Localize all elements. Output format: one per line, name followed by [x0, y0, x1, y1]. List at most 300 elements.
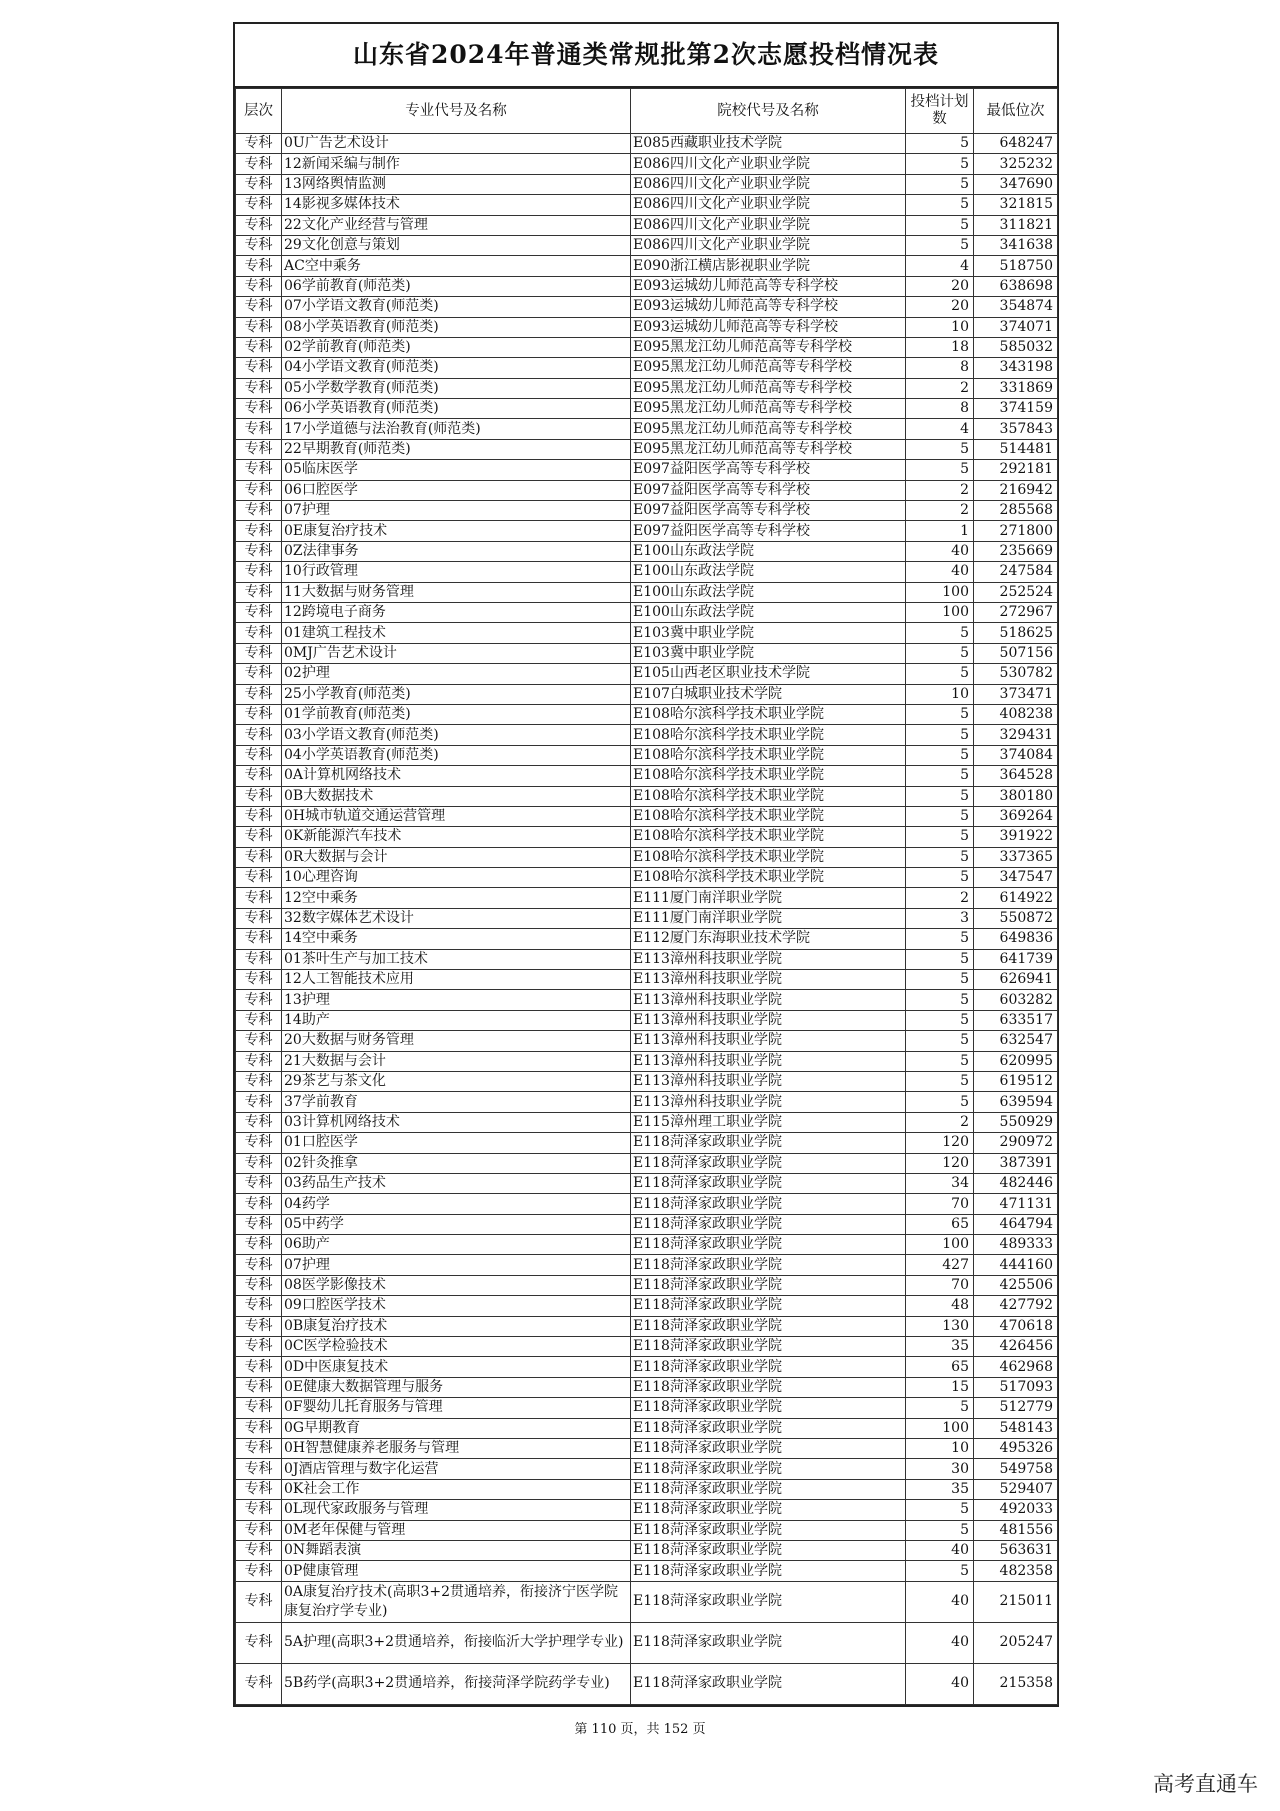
cell-level: 专科 [236, 602, 282, 622]
cell-rank: 321815 [974, 195, 1058, 215]
cell-level: 专科 [236, 1418, 282, 1438]
table-row [236, 480, 1058, 500]
cell-plan: 2 [906, 1112, 974, 1132]
cell-school: E113漳州科技职业学院 [631, 1031, 906, 1051]
cell-school: E108哈尔滨科学技术职业学院 [631, 766, 906, 786]
cell-rank: 614922 [974, 888, 1058, 908]
cell-rank: 215358 [974, 1663, 1058, 1704]
cell-level: 专科 [236, 929, 282, 949]
cell-level: 专科 [236, 908, 282, 928]
cell-major: 05中药学 [282, 1214, 631, 1234]
cell-rank: 354874 [974, 297, 1058, 317]
header-level: 层次 [236, 89, 282, 134]
table-row [236, 1622, 1058, 1663]
cell-major: 0M老年保健与管理 [282, 1520, 631, 1540]
cell-rank: 482446 [974, 1173, 1058, 1193]
cell-plan: 5 [906, 847, 974, 867]
cell-level: 专科 [236, 501, 282, 521]
cell-level: 专科 [236, 868, 282, 888]
cell-major: 02针灸推拿 [282, 1153, 631, 1173]
cell-level: 专科 [236, 1133, 282, 1153]
table-row [236, 766, 1058, 786]
cell-school: E118菏泽家政职业学院 [631, 1398, 906, 1418]
table-row [236, 378, 1058, 398]
cell-level: 专科 [236, 1520, 282, 1540]
cell-rank: 619512 [974, 1071, 1058, 1091]
cell-school: E108哈尔滨科学技术职业学院 [631, 704, 906, 724]
cell-major: 0A计算机网络技术 [282, 766, 631, 786]
cell-plan: 100 [906, 1235, 974, 1255]
cell-level: 专科 [236, 643, 282, 663]
cell-plan: 5 [906, 439, 974, 459]
cell-plan: 5 [906, 154, 974, 174]
cell-plan: 8 [906, 399, 974, 419]
cell-level: 专科 [236, 562, 282, 582]
cell-major: 0H智慧健康养老服务与管理 [282, 1439, 631, 1459]
cell-major: 12跨境电子商务 [282, 602, 631, 622]
cell-plan: 4 [906, 419, 974, 439]
cell-plan: 5 [906, 1398, 974, 1418]
cell-level: 专科 [236, 1275, 282, 1295]
cell-level: 专科 [236, 541, 282, 561]
cell-plan: 70 [906, 1194, 974, 1214]
cell-school: E100山东政法学院 [631, 582, 906, 602]
cell-major: 13网络舆情监测 [282, 174, 631, 194]
cell-rank: 426456 [974, 1337, 1058, 1357]
cell-school: E118菏泽家政职业学院 [631, 1459, 906, 1479]
cell-major: 29文化创意与策划 [282, 235, 631, 255]
cell-school: E111厦门南洋职业学院 [631, 908, 906, 928]
cell-plan: 5 [906, 970, 974, 990]
table-row [236, 256, 1058, 276]
table-row [236, 154, 1058, 174]
cell-major: 12新闻采编与制作 [282, 154, 631, 174]
cell-rank: 549758 [974, 1459, 1058, 1479]
cell-school: E108哈尔滨科学技术职业学院 [631, 745, 906, 765]
table-row [236, 297, 1058, 317]
cell-rank: 329431 [974, 725, 1058, 745]
cell-school: E118菏泽家政职业学院 [631, 1520, 906, 1540]
table-body [236, 134, 1058, 1705]
cell-rank: 252524 [974, 582, 1058, 602]
cell-plan: 5 [906, 704, 974, 724]
cell-school: E118菏泽家政职业学院 [631, 1418, 906, 1438]
cell-school: E103冀中职业学院 [631, 623, 906, 643]
table-row [236, 337, 1058, 357]
cell-plan: 35 [906, 1337, 974, 1357]
cell-level: 专科 [236, 1071, 282, 1091]
cell-major: 21大数据与会计 [282, 1051, 631, 1071]
table-row [236, 1459, 1058, 1479]
cell-plan: 20 [906, 276, 974, 296]
cell-rank: 331869 [974, 378, 1058, 398]
header-school: 院校代号及名称 [631, 89, 906, 134]
table-row [236, 1051, 1058, 1071]
cell-level: 专科 [236, 766, 282, 786]
cell-major: 03小学语文教育(师范类) [282, 725, 631, 745]
cell-level: 专科 [236, 888, 282, 908]
cell-major: 0D中医康复技术 [282, 1357, 631, 1377]
cell-level: 专科 [236, 949, 282, 969]
table-row [236, 847, 1058, 867]
cell-rank: 374084 [974, 745, 1058, 765]
cell-plan: 5 [906, 1092, 974, 1112]
table-row [236, 1133, 1058, 1153]
header-plan: 投档计划数 [906, 89, 974, 134]
cell-major: 05小学数学教育(师范类) [282, 378, 631, 398]
table-row [236, 745, 1058, 765]
table-row [236, 439, 1058, 459]
cell-school: E086四川文化产业职业学院 [631, 195, 906, 215]
table-row [236, 786, 1058, 806]
cell-level: 专科 [236, 317, 282, 337]
cell-school: E118菏泽家政职业学院 [631, 1275, 906, 1295]
cell-major: 01学前教育(师范类) [282, 704, 631, 724]
cell-major: 0E健康大数据管理与服务 [282, 1377, 631, 1397]
cell-level: 专科 [236, 460, 282, 480]
cell-plan: 5 [906, 460, 974, 480]
cell-school: E093运城幼儿师范高等专科学校 [631, 317, 906, 337]
cell-rank: 341638 [974, 235, 1058, 255]
cell-rank: 285568 [974, 501, 1058, 521]
cell-level: 专科 [236, 990, 282, 1010]
cell-rank: 633517 [974, 1010, 1058, 1030]
cell-level: 专科 [236, 847, 282, 867]
cell-major: 22早期教育(师范类) [282, 439, 631, 459]
cell-plan: 2 [906, 888, 974, 908]
cell-plan: 5 [906, 623, 974, 643]
cell-level: 专科 [236, 1255, 282, 1275]
watermark-brand: 高考直通车 [1153, 1772, 1258, 1796]
table-row [236, 235, 1058, 255]
cell-school: E118菏泽家政职业学院 [631, 1540, 906, 1560]
cell-school: E095黑龙江幼儿师范高等专科学校 [631, 378, 906, 398]
cell-major: 0L现代家政服务与管理 [282, 1500, 631, 1520]
cell-rank: 548143 [974, 1418, 1058, 1438]
cell-school: E086四川文化产业职业学院 [631, 215, 906, 235]
cell-plan: 5 [906, 786, 974, 806]
cell-major: 06口腔医学 [282, 480, 631, 500]
cell-major: 25小学教育(师范类) [282, 684, 631, 704]
cell-school: E112厦门东海职业技术学院 [631, 929, 906, 949]
cell-rank: 462968 [974, 1357, 1058, 1377]
cell-level: 专科 [236, 1031, 282, 1051]
cell-major: 07护理 [282, 1255, 631, 1275]
cell-major: 02学前教育(师范类) [282, 337, 631, 357]
cell-rank: 391922 [974, 827, 1058, 847]
cell-major: 08医学影像技术 [282, 1275, 631, 1295]
cell-school: E118菏泽家政职业学院 [631, 1214, 906, 1234]
cell-major: 0K社会工作 [282, 1479, 631, 1499]
cell-major: 07护理 [282, 501, 631, 521]
table-row [236, 664, 1058, 684]
cell-school: E113漳州科技职业学院 [631, 1051, 906, 1071]
cell-level: 专科 [236, 704, 282, 724]
cell-major: 14空中乘务 [282, 929, 631, 949]
table-row [236, 358, 1058, 378]
cell-school: E118菏泽家政职业学院 [631, 1173, 906, 1193]
cell-school: E118菏泽家政职业学院 [631, 1439, 906, 1459]
cell-major: 06助产 [282, 1235, 631, 1255]
cell-major: 0F婴幼儿托育服务与管理 [282, 1398, 631, 1418]
cell-school: E086四川文化产业职业学院 [631, 174, 906, 194]
cell-level: 专科 [236, 439, 282, 459]
cell-rank: 247584 [974, 562, 1058, 582]
cell-school: E086四川文化产业职业学院 [631, 235, 906, 255]
cell-major: 11大数据与财务管理 [282, 582, 631, 602]
table-row [236, 419, 1058, 439]
cell-major: 0C医学检验技术 [282, 1337, 631, 1357]
table-row [236, 1500, 1058, 1520]
cell-level: 专科 [236, 1316, 282, 1336]
page-title: 山东省2024年普通类常规批第2次志愿投档情况表 [235, 24, 1057, 88]
cell-level: 专科 [236, 358, 282, 378]
cell-level: 专科 [236, 827, 282, 847]
cell-rank: 495326 [974, 1439, 1058, 1459]
cell-school: E118菏泽家政职业学院 [631, 1296, 906, 1316]
cell-level: 专科 [236, 378, 282, 398]
cell-plan: 5 [906, 725, 974, 745]
cell-plan: 5 [906, 806, 974, 826]
cell-level: 专科 [236, 1377, 282, 1397]
cell-major: 0B康复治疗技术 [282, 1316, 631, 1336]
table-row [236, 1173, 1058, 1193]
cell-rank: 374071 [974, 317, 1058, 337]
cell-major: 04小学语文教育(师范类) [282, 358, 631, 378]
table-row [236, 1194, 1058, 1214]
cell-plan: 2 [906, 501, 974, 521]
cell-rank: 482358 [974, 1561, 1058, 1581]
cell-rank: 290972 [974, 1133, 1058, 1153]
cell-school: E118菏泽家政职业学院 [631, 1377, 906, 1397]
cell-rank: 364528 [974, 766, 1058, 786]
cell-school: E113漳州科技职业学院 [631, 1010, 906, 1030]
cell-major: 02护理 [282, 664, 631, 684]
cell-rank: 632547 [974, 1031, 1058, 1051]
cell-rank: 626941 [974, 970, 1058, 990]
cell-school: E095黑龙江幼儿师范高等专科学校 [631, 399, 906, 419]
cell-plan: 5 [906, 745, 974, 765]
cell-plan: 65 [906, 1357, 974, 1377]
table-row [236, 704, 1058, 724]
table-row [236, 1540, 1058, 1560]
cell-major: 01茶叶生产与加工技术 [282, 949, 631, 969]
cell-major: 0U广告艺术设计 [282, 134, 631, 154]
cell-level: 专科 [236, 337, 282, 357]
cell-level: 专科 [236, 1112, 282, 1132]
cell-major: 14影视多媒体技术 [282, 195, 631, 215]
cell-level: 专科 [236, 582, 282, 602]
table-row [236, 1071, 1058, 1091]
cell-school: E118菏泽家政职业学院 [631, 1337, 906, 1357]
cell-rank: 325232 [974, 154, 1058, 174]
cell-rank: 387391 [974, 1153, 1058, 1173]
cell-school: E105山西老区职业技术学院 [631, 664, 906, 684]
cell-level: 专科 [236, 480, 282, 500]
cell-school: E108哈尔滨科学技术职业学院 [631, 806, 906, 826]
cell-plan: 65 [906, 1214, 974, 1234]
header-rank: 最低位次 [974, 89, 1058, 134]
cell-school: E118菏泽家政职业学院 [631, 1561, 906, 1581]
cell-major: 0H城市轨道交通运营管理 [282, 806, 631, 826]
table-row [236, 1296, 1058, 1316]
cell-plan: 20 [906, 297, 974, 317]
cell-level: 专科 [236, 1235, 282, 1255]
cell-school: E097益阳医学高等专科学校 [631, 480, 906, 500]
cell-rank: 311821 [974, 215, 1058, 235]
cell-rank: 347690 [974, 174, 1058, 194]
cell-level: 专科 [236, 786, 282, 806]
cell-major: 0E康复治疗技术 [282, 521, 631, 541]
cell-rank: 518750 [974, 256, 1058, 276]
cell-rank: 292181 [974, 460, 1058, 480]
cell-plan: 120 [906, 1153, 974, 1173]
cell-level: 专科 [236, 215, 282, 235]
cell-rank: 638698 [974, 276, 1058, 296]
table-row [236, 1214, 1058, 1234]
table-row [236, 174, 1058, 194]
cell-level: 专科 [236, 1051, 282, 1071]
cell-rank: 464794 [974, 1214, 1058, 1234]
cell-school: E118菏泽家政职业学院 [631, 1663, 906, 1704]
table-row [236, 1255, 1058, 1275]
cell-level: 专科 [236, 297, 282, 317]
cell-major: 03计算机网络技术 [282, 1112, 631, 1132]
cell-level: 专科 [236, 970, 282, 990]
table-row [236, 1418, 1058, 1438]
cell-major: 10行政管理 [282, 562, 631, 582]
cell-school: E118菏泽家政职业学院 [631, 1500, 906, 1520]
table-row [236, 1520, 1058, 1540]
cell-rank: 481556 [974, 1520, 1058, 1540]
cell-rank: 512779 [974, 1398, 1058, 1418]
cell-rank: 514481 [974, 439, 1058, 459]
cell-school: E085西藏职业技术学院 [631, 134, 906, 154]
cell-plan: 5 [906, 868, 974, 888]
table-row [236, 725, 1058, 745]
cell-rank: 205247 [974, 1622, 1058, 1663]
cell-rank: 216942 [974, 480, 1058, 500]
table-row [236, 1398, 1058, 1418]
table-row [236, 1439, 1058, 1459]
cell-major: 37学前教育 [282, 1092, 631, 1112]
cell-rank: 380180 [974, 786, 1058, 806]
table-row [236, 1316, 1058, 1336]
cell-level: 专科 [236, 684, 282, 704]
cell-major: 0R大数据与会计 [282, 847, 631, 867]
cell-school: E108哈尔滨科学技术职业学院 [631, 868, 906, 888]
cell-plan: 8 [906, 358, 974, 378]
cell-plan: 5 [906, 134, 974, 154]
cell-school: E118菏泽家政职业学院 [631, 1479, 906, 1499]
cell-rank: 374159 [974, 399, 1058, 419]
table-row [236, 990, 1058, 1010]
cell-major: 0A康复治疗技术(高职3+2贯通培养，衔接济宁医学院康复治疗学专业) [282, 1581, 631, 1622]
cell-major: 07小学语文教育(师范类) [282, 297, 631, 317]
cell-major: 17小学道德与法治教育(师范类) [282, 419, 631, 439]
cell-major: 04小学英语教育(师范类) [282, 745, 631, 765]
cell-major: 10心理咨询 [282, 868, 631, 888]
cell-school: E095黑龙江幼儿师范高等专科学校 [631, 439, 906, 459]
cell-major: 0G早期教育 [282, 1418, 631, 1438]
cell-plan: 5 [906, 1010, 974, 1030]
cell-plan: 35 [906, 1479, 974, 1499]
cell-rank: 648247 [974, 134, 1058, 154]
cell-level: 专科 [236, 1581, 282, 1622]
cell-rank: 373471 [974, 684, 1058, 704]
table-row [236, 399, 1058, 419]
cell-school: E118菏泽家政职业学院 [631, 1153, 906, 1173]
cell-school: E118菏泽家政职业学院 [631, 1316, 906, 1336]
table-row [236, 602, 1058, 622]
cell-plan: 2 [906, 480, 974, 500]
cell-school: E113漳州科技职业学院 [631, 1092, 906, 1112]
table-row [236, 1663, 1058, 1704]
cell-rank: 550872 [974, 908, 1058, 928]
table-row [236, 134, 1058, 154]
cell-major: 5B药学(高职3+2贯通培养，衔接菏泽学院药学专业) [282, 1663, 631, 1704]
cell-plan: 40 [906, 541, 974, 561]
cell-level: 专科 [236, 1214, 282, 1234]
cell-plan: 48 [906, 1296, 974, 1316]
cell-plan: 5 [906, 195, 974, 215]
cell-school: E113漳州科技职业学院 [631, 970, 906, 990]
cell-major: 04药学 [282, 1194, 631, 1214]
table-row [236, 1377, 1058, 1397]
cell-major: 32数字媒体艺术设计 [282, 908, 631, 928]
table-row [236, 1275, 1058, 1295]
cell-level: 专科 [236, 1459, 282, 1479]
cell-major: 06学前教育(师范类) [282, 276, 631, 296]
cell-level: 专科 [236, 1092, 282, 1112]
cell-level: 专科 [236, 1010, 282, 1030]
table-row [236, 562, 1058, 582]
cell-major: 03药品生产技术 [282, 1173, 631, 1193]
cell-school: E118菏泽家政职业学院 [631, 1255, 906, 1275]
table-row [236, 195, 1058, 215]
cell-school: E108哈尔滨科学技术职业学院 [631, 786, 906, 806]
cell-plan: 5 [906, 990, 974, 1010]
table-row [236, 1010, 1058, 1030]
cell-plan: 4 [906, 256, 974, 276]
cell-level: 专科 [236, 1561, 282, 1581]
cell-level: 专科 [236, 1622, 282, 1663]
table-row [236, 1031, 1058, 1051]
cell-school: E097益阳医学高等专科学校 [631, 521, 906, 541]
cell-rank: 215011 [974, 1581, 1058, 1622]
cell-rank: 425506 [974, 1275, 1058, 1295]
table-row [236, 1235, 1058, 1255]
cell-school: E086四川文化产业职业学院 [631, 154, 906, 174]
cell-rank: 271800 [974, 521, 1058, 541]
cell-major: 0K新能源汽车技术 [282, 827, 631, 847]
cell-plan: 10 [906, 317, 974, 337]
table-row [236, 949, 1058, 969]
cell-level: 专科 [236, 174, 282, 194]
cell-major: 22文化产业经营与管理 [282, 215, 631, 235]
cell-rank: 507156 [974, 643, 1058, 663]
table-row [236, 276, 1058, 296]
cell-plan: 427 [906, 1255, 974, 1275]
cell-rank: 347547 [974, 868, 1058, 888]
cell-major: 05临床医学 [282, 460, 631, 480]
cell-level: 专科 [236, 256, 282, 276]
cell-rank: 369264 [974, 806, 1058, 826]
cell-level: 专科 [236, 419, 282, 439]
cell-school: E118菏泽家政职业学院 [631, 1235, 906, 1255]
table-row [236, 1153, 1058, 1173]
cell-plan: 3 [906, 908, 974, 928]
